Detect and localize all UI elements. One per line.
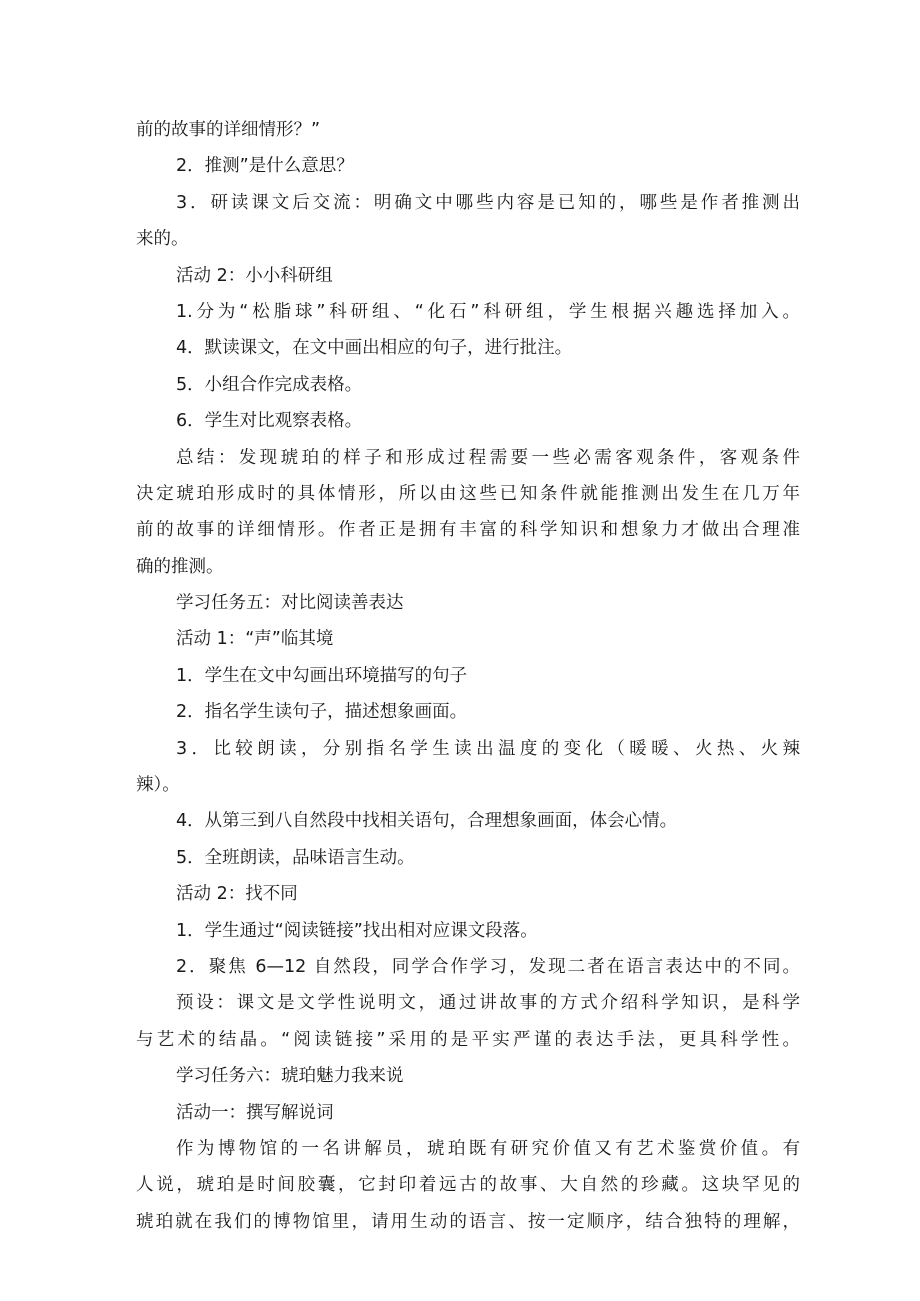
text-line: 6．学生对比观察表格。 xyxy=(176,411,363,432)
text-line: 与艺术的结晶。“阅读链接”采用的是平实严谨的表达手法，更具科学性。 xyxy=(136,1029,800,1050)
text-line: 活动一：撰写解说词 xyxy=(176,1102,334,1123)
text-line: 2．聚焦 6—12 自然段，同学合作学习，发现二者在语言表达中的不同。 xyxy=(176,956,800,977)
text-line: 活动 2：找不同 xyxy=(176,884,298,905)
text-line: 3．比较朗读，分别指名学生读出温度的变化（暖暖、火热、火辣 xyxy=(176,738,800,759)
text-line: 5．小组合作完成表格。 xyxy=(176,374,363,395)
text-line: 人说，琥珀是时间胶囊，它封印着远古的故事、大自然的珍藏。这块罕见的 xyxy=(136,1175,800,1196)
text-line: 前的故事的详细情形？” xyxy=(136,120,321,140)
document-body xyxy=(136,112,800,1240)
text-line: 来的。 xyxy=(136,229,189,250)
text-line: 预设：课文是文学性说明文，通过讲故事的方式介绍科学知识，是科学 xyxy=(176,993,800,1014)
text-line: 3．研读课文后交流：明确文中哪些内容是已知的，哪些是作者推测出 xyxy=(176,192,800,213)
text-line: 总结：发现琥珀的样子和形成过程需要一些必需客观条件，客观条件 xyxy=(176,447,800,468)
text-line: 学习任务五：对比阅读善表达 xyxy=(176,593,404,614)
text-line: 辣）。 xyxy=(136,775,180,796)
text-line: 2．推测”是什么意思？ xyxy=(176,156,354,177)
text-line: 学习任务六：琥珀魅力我来说 xyxy=(176,1066,404,1087)
text-line: 2．指名学生读句子，描述想象画面。 xyxy=(176,702,468,723)
text-line: 4．默读课文，在文中画出相应的句子，进行批注。 xyxy=(176,338,573,359)
text-line: 1．学生在文中勾画出环境描写的句子 xyxy=(176,665,468,686)
text-line: 活动 2：小小科研组 xyxy=(176,265,333,286)
text-line: 1.分为“松脂球”科研组、“化石”科研组，学生根据兴趣选择加入。 xyxy=(176,301,800,322)
text-line: 4．从第三到八自然段中找相关语句，合理想象画面，体会心情。 xyxy=(176,811,678,832)
text-line: 前的故事的详细情形。作者正是拥有丰富的科学知识和想象力才做出合理准 xyxy=(136,520,800,541)
text-line: 作为博物馆的一名讲解员，琥珀既有研究价值又有艺术鉴赏价值。有 xyxy=(176,1138,800,1159)
text-line: 活动 1：“声”临其境 xyxy=(176,629,334,650)
text-line: 1．学生通过“阅读链接”找出相对应课文段落。 xyxy=(176,920,538,941)
text-line: 确的推测。 xyxy=(136,556,224,577)
text-line: 琥珀就在我们的博物馆里，请用生动的语言、按一定顺序，结合独特的理解， xyxy=(136,1211,800,1232)
text-line: 决定琥珀形成时的具体情形，所以由这些已知条件就能推测出发生在几万年 xyxy=(136,483,800,504)
text-line: 5．全班朗读，品味语言生动。 xyxy=(176,847,415,868)
